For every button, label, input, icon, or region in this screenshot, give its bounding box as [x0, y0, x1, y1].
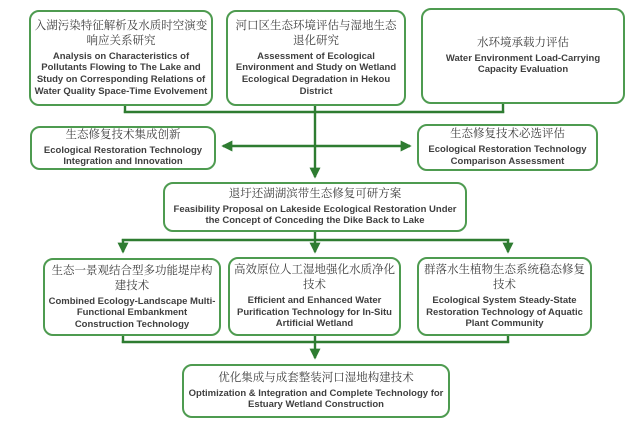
node-feasibility-proposal [163, 182, 467, 232]
node-technology-integration [30, 126, 216, 170]
node-title-en: Ecological Restoration Technology Integration and Innovation [43, 144, 203, 168]
node-title-zh: 生态一景观结合型多功能堤岸构建技术 [51, 264, 213, 292]
node-ecological-assessment [226, 10, 406, 106]
node-title-en: Efficient and Enhanced Water Purification Technology for In-Situ Artificial Wetland [237, 295, 392, 330]
node-title-zh: 生态修复技术必选评估 [450, 128, 565, 141]
node-wetland-purification [228, 257, 401, 336]
node-title-zh: 退圩还湖湖滨带生态修复可研方案 [228, 187, 402, 200]
node-title-zh: 水环境承载力评估 [477, 36, 569, 49]
node-title-en: Assessment of Ecological Environment and Study on Wetland Ecological Degradation in Hekou District [235, 50, 397, 97]
node-title-en: Analysis on Characteristics of Pollutants Flowing to The Lake and Study on Corresponding Relations of Water Quality Space-Time Evolvement [34, 50, 208, 97]
node-title-zh: 河口区生态环境评估与湿地生态退化研究 [235, 19, 397, 47]
node-title-en: Ecological Restoration Technology Comparison Assessment [428, 144, 587, 167]
node-aquatic-plant-restoration [417, 257, 592, 336]
node-title-en: Optimization & Integration and Complete Technology for Estuary Wetland Construction [188, 387, 444, 411]
node-embankment-construction [43, 258, 221, 336]
node-pollutant-analysis [29, 10, 213, 106]
node-title-en: Water Environment Load-Carrying Capacity Evaluation [445, 52, 601, 76]
node-title-zh: 入湖污染特征解析及水质时空演变响应关系研究 [34, 19, 208, 47]
node-title-en: Ecological System Steady-State Restoration Technology of Aquatic Plant Community [426, 295, 583, 330]
node-title-zh: 优化集成与成套整装河口湿地构建技术 [218, 371, 414, 384]
node-estuary-wetland-construction [182, 364, 450, 418]
node-title-zh: 高效原位人工湿地强化水质净化技术 [234, 264, 395, 292]
node-title-en: Combined Ecology-Landscape Multi-Functional Embankment Construction Technology [48, 295, 216, 330]
node-title-zh: 生态修复技术集成创新 [65, 128, 181, 141]
node-load-capacity-evaluation [421, 8, 625, 104]
node-comparison-assessment [417, 124, 598, 171]
node-title-zh: 群落水生植物生态系统稳态修复技术 [424, 264, 585, 292]
node-title-en: Feasibility Proposal on Lakeside Ecological Restoration Under the Concept of Conceding the Dike Back to Lake [173, 203, 457, 227]
